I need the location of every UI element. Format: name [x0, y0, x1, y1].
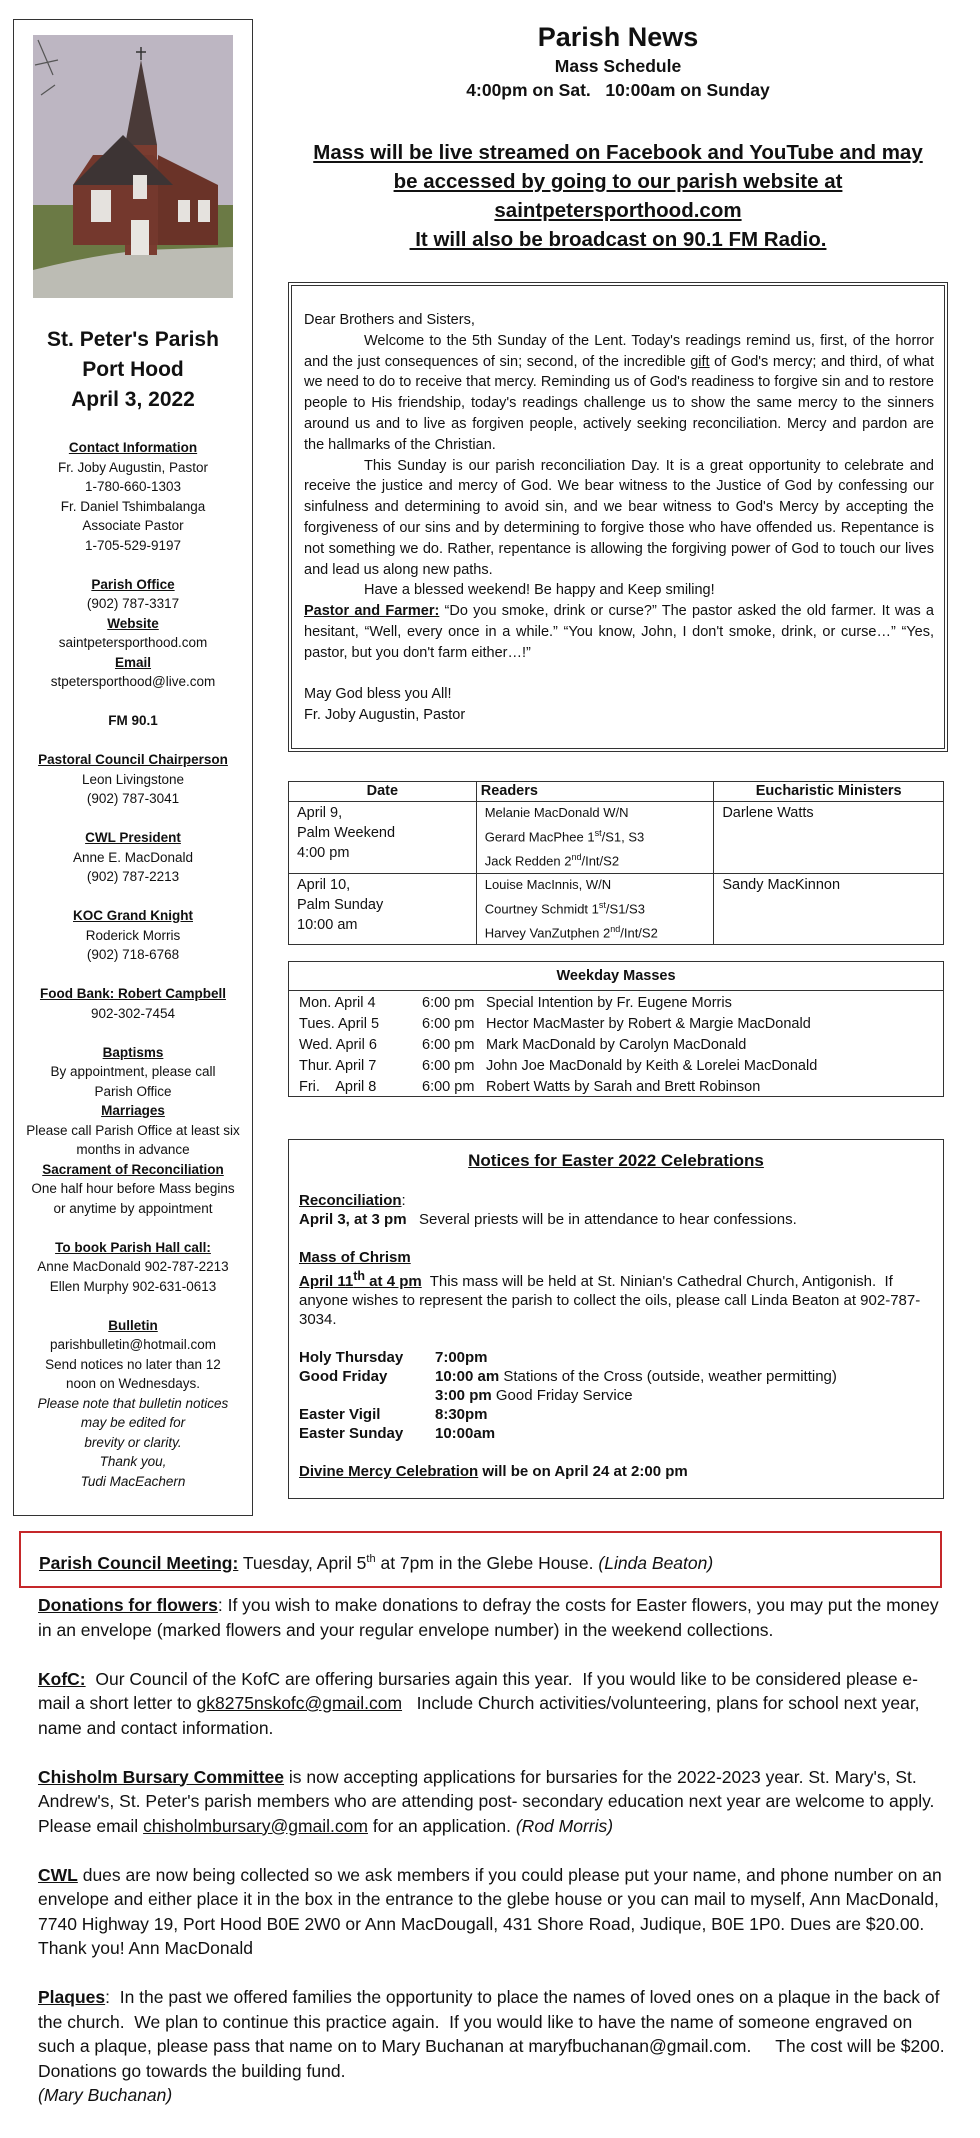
- easter-title: Notices for Easter 2022 Celebrations: [468, 1151, 764, 1170]
- office-phone: (902) 787-3317: [86, 596, 180, 611]
- council-heading: Pastoral Council Chairperson: [38, 752, 228, 767]
- cwl-phone: (902) 787-2213: [86, 869, 180, 884]
- chrism-label: Mass of Chrism: [299, 1249, 411, 1266]
- list-item: Wed. April 6 6:00 pm Mark MacDonald by Carolyn MacDonald: [299, 1037, 747, 1053]
- mass-schedule-label: Mass Schedule: [554, 56, 682, 76]
- col-readers: Readers: [476, 782, 714, 802]
- associate-name: Fr. Daniel Tshimbalanga: [60, 498, 206, 514]
- letter-paragraph-3: Have a blessed weekend! Be happy and Keep smiling!: [364, 582, 715, 599]
- chisholm-email-link[interactable]: chisholmbursary@gmail.com: [143, 1815, 368, 1836]
- bulletin-heading: Bulletin: [108, 1317, 158, 1333]
- kofc-notice: KofC: Our Council of the KofC are offering bursaries again this year. If you would like to be considered please e-mail a short letter to gk8275nskofc@gmail.com Include Church activities/volunteering, plans for school next year, name and contact information.: [38, 1668, 925, 1738]
- bulletin-date: April 3, 2022: [71, 388, 195, 411]
- schedule-row: Good Friday 10:00 am Stations of the Cross (outside, weather permitting): [299, 1368, 837, 1385]
- email-link[interactable]: stpetersporthood@live.com: [50, 674, 216, 689]
- website-link[interactable]: saintpetersporthood.com: [58, 635, 208, 650]
- council-meeting-notice: Parish Council Meeting: Tuesday, April 5th at 7pm in the Glebe House. (Linda Beaton): [19, 1531, 942, 1588]
- weekday-masses: [288, 961, 944, 1097]
- livestream-line-4: It will also be broadcast on 90.1 FM Radio.: [409, 228, 827, 251]
- divine-mercy-notice: Divine Mercy Celebration will be on April 24 at 2:00 pm: [299, 1463, 688, 1480]
- sidebar-details: [14, 438, 252, 1491]
- easter-notices: [288, 1139, 944, 1499]
- letter-signature: Fr. Joby Augustin, Pastor: [304, 707, 466, 724]
- row-readers: Louise MacInnis, W/N Courtney Schmidt 1st/S1/S3 Harvey VanZutphen 2nd/Int/S2: [476, 873, 714, 945]
- letter-joke: Pastor and Farmer: “Do you smoke, drink or curse?” The pastor asked the old farmer. It was a hesitant, “Well, every once in a while.” “You know, John, I don't smoke, drink, or curse…” “Yes, pastor, but you don't farm either…!”: [304, 603, 934, 661]
- joke-label: Pastor and Farmer:: [304, 603, 440, 620]
- cwl-notice: CWL dues are now being collected so we ask members if you could please put your name, and phone number on an envelope and either place it in the box in the entrance to the glebe house or you can mail to myself, Ann MacDonald, 7740 Highway 19, Port Hood B0E 2W0 or Ann MacDougall, 431 Shore Road, Judique, B0E 1P0. Dues are $20.00. Thank you! Ann MacDonald: [38, 1864, 942, 1958]
- pastor-name: Fr. Joby Augustin, Pastor: [57, 459, 209, 475]
- koc-heading: KOC Grand Knight: [73, 908, 193, 923]
- page-title: Parish News: [537, 22, 699, 52]
- schedule-row: Holy Thursday 7:00pm: [299, 1349, 488, 1366]
- reconciliation-line-1: One half hour before Mass begins: [31, 1181, 235, 1196]
- bulletin-note-1: Please note that bulletin notices: [37, 1395, 229, 1411]
- list-item: Fri. April 8 6:00 pm Robert Watts by Sarah and Brett Robinson: [299, 1079, 761, 1095]
- koc-name: Roderick Morris: [85, 927, 181, 943]
- table-row: [289, 873, 944, 945]
- cwl-name: Anne E. MacDonald: [72, 849, 194, 865]
- schedule-row: 3:00 pm Good Friday Service: [435, 1387, 633, 1404]
- reconciliation-notice: April 3, at 3 pm Several priests will be in attendance to hear confessions.: [299, 1211, 797, 1228]
- livestream-website-link[interactable]: saintpetersporthood.com: [494, 199, 742, 222]
- parish-location: Port Hood: [82, 358, 184, 381]
- bulletin-note-5: Tudi MacEachern: [80, 1473, 186, 1489]
- marriages-line-1: Please call Parish Office at least six: [26, 1122, 240, 1138]
- mass-times: 4:00pm on Sat. 10:00am on Sunday: [466, 80, 770, 100]
- associate-phone: 1-705-529-9197: [84, 537, 182, 553]
- cwl-heading: CWL President: [85, 830, 181, 845]
- readers-table: [288, 781, 944, 945]
- col-ministers: Eucharistic Ministers: [714, 782, 944, 802]
- row-ministers: Darlene Watts: [714, 802, 944, 874]
- parish-name: St. Peter's Parish: [47, 328, 219, 351]
- bulletin-email[interactable]: parishbulletin@hotmail.com: [49, 1337, 217, 1352]
- livestream-line-2: be accessed by going to our parish website at: [393, 170, 843, 193]
- contact-heading: Contact Information: [68, 440, 198, 455]
- foodbank-heading: Food Bank: Robert Campbell: [39, 986, 226, 1001]
- baptisms-line-2: Parish Office: [94, 1083, 172, 1099]
- letter-blessing: May God bless you All!: [304, 686, 452, 703]
- office-heading: Parish Office: [91, 576, 175, 592]
- kofc-email-link[interactable]: gk8275nskofc@gmail.com: [196, 1693, 403, 1713]
- parish-name-block: [14, 325, 252, 415]
- plaques-notice: Plaques: In the past we offered families the opportunity to place the names of loved ones on a plaque in the back of the church. We plan to continue this practice again. If you would like to have the name of someone engraved on such a plaque, please pass that name on to Mary Buchanan at maryfbuchanan@gmail.com. The cost will be $200. Donations go towards the building fund. (Mary Buchanan): [38, 1987, 955, 2105]
- chrism-notice: April 11th at 4 pm This mass will be held at St. Ninian's Cathedral Church, Antigonish. If anyone wishes to represent the parish to collect the oils, please call Linda Beaton at 902-787-3034.: [299, 1269, 921, 1328]
- website-heading: Website: [107, 615, 159, 631]
- list-item: Tues. April 5 6:00 pm Hector MacMaster by Robert & Margie MacDonald: [299, 1016, 811, 1032]
- radio-station: FM 90.1: [108, 713, 158, 728]
- baptisms-line-1: By appointment, please call: [50, 1064, 216, 1079]
- reconciliation-heading: Sacrament of Reconciliation: [42, 1161, 224, 1177]
- foodbank-phone: 902-302-7454: [90, 1005, 176, 1021]
- bulletin-line-1: Send notices no later than 12: [45, 1356, 221, 1372]
- col-date: Date: [289, 782, 477, 802]
- council-phone: (902) 787-3041: [86, 791, 180, 806]
- reconciliation-line-2: or anytime by appointment: [53, 1200, 213, 1216]
- table-row: [289, 802, 944, 874]
- livestream-notice: [256, 138, 980, 254]
- bulletin-note-3: brevity or clarity.: [84, 1434, 182, 1450]
- bulletin-note-4: Thank you,: [99, 1454, 167, 1469]
- schedule-row: Easter Vigil 8:30pm: [299, 1406, 488, 1423]
- pastor-phone: 1-780-660-1303: [84, 479, 182, 494]
- bulletin-note-2: may be edited for: [80, 1415, 186, 1430]
- flowers-notice: Donations for flowers: If you wish to make donations to defray the costs for Easter flowers, you may put the money in an envelope (marked flowers and your regular envelope number) in the weekend collections.: [38, 1595, 939, 1640]
- row-date: April 9, Palm Weekend 4:00 pm: [289, 802, 477, 874]
- header: [256, 20, 980, 102]
- reconciliation-label: Reconciliation:: [299, 1192, 406, 1209]
- associate-title: Associate Pastor: [82, 518, 184, 533]
- pastor-letter: [288, 282, 948, 752]
- row-readers: Melanie MacDonald W/N Gerard MacPhee 1st/S1, S3 Jack Redden 2nd/Int/S2: [476, 802, 714, 874]
- list-item: Thur. April 7 6:00 pm John Joe MacDonald by Keith & Lorelei MacDonald: [299, 1058, 818, 1074]
- row-ministers: Sandy MacKinnon: [714, 873, 944, 945]
- marriages-line-2: months in advance: [76, 1142, 190, 1157]
- koc-phone: (902) 718-6768: [86, 947, 180, 962]
- schedule-row: Easter Sunday 10:00am: [299, 1425, 496, 1442]
- council-name: Leon Livingstone: [81, 771, 185, 787]
- church-illustration: [33, 35, 233, 298]
- list-item: Mon. April 4 6:00 pm Special Intention by Fr. Eugene Morris: [299, 995, 732, 1011]
- announcements: [38, 1593, 955, 2108]
- sidebar: [13, 19, 253, 1516]
- baptisms-heading: Baptisms: [102, 1044, 164, 1060]
- bulletin-line-2: noon on Wednesdays.: [65, 1376, 201, 1391]
- marriages-heading: Marriages: [101, 1103, 165, 1118]
- email-heading: Email: [114, 654, 152, 670]
- hall-contact-2: Ellen Murphy 902-631-0613: [49, 1278, 217, 1294]
- letter-greeting: Dear Brothers and Sisters,: [304, 312, 475, 328]
- council-meeting-label: Parish Council Meeting:: [39, 1552, 239, 1573]
- livestream-line-1: Mass will be live streamed on Facebook and YouTube and may: [313, 141, 923, 164]
- chisholm-notice: Chisholm Bursary Committee is now accepting applications for bursaries for the 2022-2023 year. St. Mary's, St. Andrew's, St. Peter's parish members who are attending post- secondary education next year are welcome to apply. Please email chisholmbursary@gmail.com for an application. (Rod Morris): [38, 1766, 935, 1836]
- letter-paragraph-2: This Sunday is our parish reconciliation Day. It is a great opportunity to celebrate and receive the justice and mercy of God. We bear witness to the Justice of God by confessing our sinfulness and determining to avoid sin, and we bear witness to God's Mercy by accepting the forgiveness of our sins and by determining to forgive those who have offended us. Repentance is not something we do. Rather, repentance is allowing the forgiving power of God to touch our lives and lead us along new paths.: [304, 457, 934, 578]
- letter-paragraph-1: Welcome to the 5th Sunday of the Lent. Today's readings remind us, first, of the horror and the just consequences of sin; second, of the incredible gift of God's mercy; and third, of what we need to do to receive that mercy. Reminding us of God's readiness to forgive sin and to restore people to His friendship, today's readings challenge us to show the same mercy to the sinners around us and to live as forgiven people, actively seeking reconciliation. Mercy and pardon are the hallmarks of the Christian.: [304, 332, 934, 453]
- church-photo: [33, 35, 233, 298]
- row-date: April 10, Palm Sunday 10:00 am: [289, 873, 477, 945]
- weekday-title: Weekday Masses: [289, 962, 943, 991]
- hall-contact-1: Anne MacDonald 902-787-2213: [37, 1259, 229, 1274]
- hall-heading: To book Parish Hall call:: [55, 1239, 211, 1255]
